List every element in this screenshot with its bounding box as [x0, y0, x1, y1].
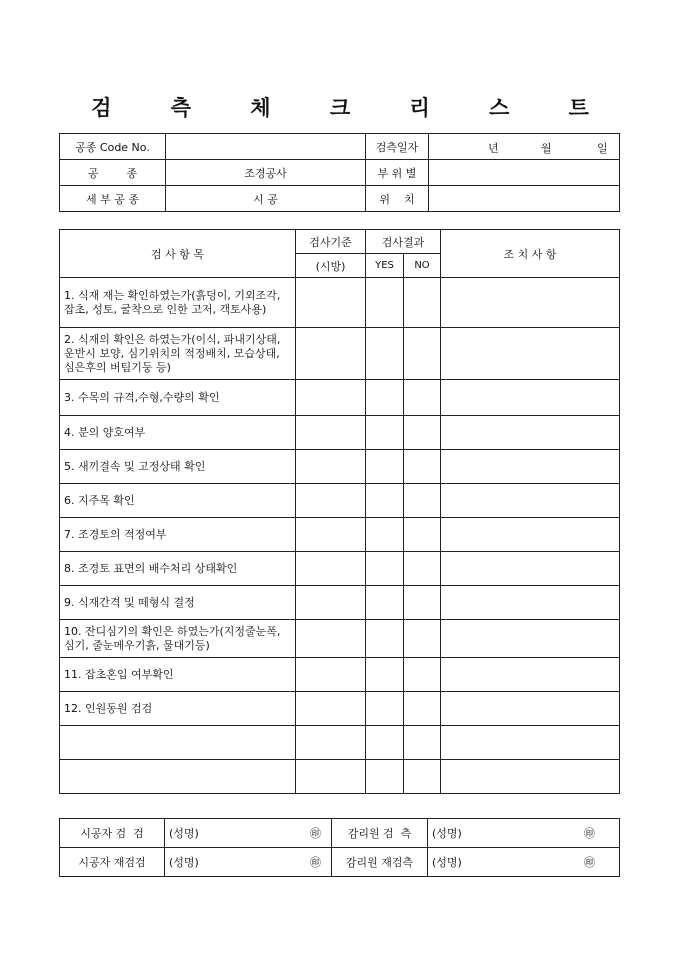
- part-label: 부 위 별: [366, 160, 429, 186]
- action-cell[interactable]: [441, 416, 620, 450]
- standard-cell[interactable]: [296, 380, 366, 416]
- seal-icon: ㊞: [584, 827, 595, 840]
- action-cell[interactable]: [441, 518, 620, 552]
- info-row-detail: [60, 186, 620, 212]
- checklist-table: [59, 229, 620, 794]
- part-value[interactable]: [429, 160, 620, 186]
- standard-cell[interactable]: [296, 484, 366, 518]
- year-label: 년: [488, 141, 499, 155]
- supervisor-name-label: (성명): [432, 856, 462, 869]
- standard-cell[interactable]: [296, 658, 366, 692]
- action-cell[interactable]: [441, 328, 620, 380]
- yes-cell[interactable]: [366, 450, 404, 484]
- yes-cell[interactable]: [366, 416, 404, 450]
- standard-cell[interactable]: [296, 416, 366, 450]
- signature-row-1: [60, 819, 620, 848]
- no-cell[interactable]: [404, 658, 441, 692]
- no-cell[interactable]: [404, 450, 441, 484]
- standard-cell[interactable]: [296, 692, 366, 726]
- info-table: [59, 133, 620, 212]
- signature-table: [59, 818, 620, 877]
- no-cell[interactable]: [404, 760, 441, 794]
- no-cell[interactable]: [404, 328, 441, 380]
- yes-cell[interactable]: [366, 328, 404, 380]
- detail-type-label: 세 부 공 종: [60, 186, 166, 212]
- supervisor-name-label: (성명): [432, 827, 462, 840]
- work-type-label: 공 종: [60, 160, 166, 186]
- yes-cell[interactable]: [366, 518, 404, 552]
- action-cell[interactable]: [441, 450, 620, 484]
- action-cell[interactable]: [441, 760, 620, 794]
- checklist-item-text: 2. 식재의 확인은 하였는가(이식, 파내기상태, 운반시 보양, 심기위치의 적정배치, 모습상태, 심은후의 버팀기둥 등): [60, 328, 296, 380]
- checklist-item-text: 1. 식재 재는 확인하였는가(흙덩이, 기외조각, 잡초, 성토, 굴착으로 인한 고저, 객토사용): [60, 278, 296, 328]
- action-cell[interactable]: [441, 726, 620, 760]
- action-cell[interactable]: [441, 692, 620, 726]
- standard-cell[interactable]: [296, 450, 366, 484]
- no-cell[interactable]: [404, 380, 441, 416]
- yes-cell[interactable]: [366, 484, 404, 518]
- contractor-name-label: (성명): [169, 856, 199, 869]
- yes-cell[interactable]: [366, 726, 404, 760]
- checklist-item-text: 11. 잡초혼입 여부확인: [60, 658, 296, 692]
- action-cell[interactable]: [441, 620, 620, 658]
- contractor-reinspect-label: 시공자 재검검: [60, 848, 165, 877]
- location-label: 위 치: [366, 186, 429, 212]
- no-cell[interactable]: [404, 278, 441, 328]
- contractor-inspect-label: 시공자 검 검: [60, 819, 165, 848]
- yes-cell[interactable]: [366, 620, 404, 658]
- yes-cell[interactable]: [366, 760, 404, 794]
- info-row-work-type: [60, 160, 620, 186]
- yes-cell[interactable]: [366, 380, 404, 416]
- checklist-row: [60, 620, 620, 658]
- supervisor-reinspect-signature[interactable]: [428, 848, 620, 877]
- checklist-item-text: 5. 새끼결속 및 고정상태 확인: [60, 450, 296, 484]
- day-label: 일: [597, 141, 608, 155]
- checklist-item-text: [60, 726, 296, 760]
- checklist-row: [60, 328, 620, 380]
- no-cell[interactable]: [404, 586, 441, 620]
- checklist-item-text: 9. 식재간격 및 떼형식 결정: [60, 586, 296, 620]
- no-cell[interactable]: [404, 620, 441, 658]
- header-standard: 검사기준: [296, 230, 366, 254]
- checklist-row: [60, 416, 620, 450]
- no-cell[interactable]: [404, 484, 441, 518]
- header-item: 검 사 항 목: [60, 230, 296, 278]
- action-cell[interactable]: [441, 380, 620, 416]
- checklist-row: [60, 692, 620, 726]
- yes-cell[interactable]: [366, 692, 404, 726]
- standard-cell[interactable]: [296, 760, 366, 794]
- info-row-code: [60, 134, 620, 160]
- seal-icon: ㊞: [310, 827, 321, 840]
- signature-row-2: [60, 848, 620, 877]
- checklist-header-row: [60, 230, 620, 254]
- code-label: 공종 Code No.: [60, 134, 166, 160]
- standard-cell[interactable]: [296, 552, 366, 586]
- header-result: 검사결과: [366, 230, 441, 254]
- code-value[interactable]: [166, 134, 366, 160]
- location-value[interactable]: [429, 186, 620, 212]
- action-cell[interactable]: [441, 278, 620, 328]
- document-title: 검 측 체 크 리 스 트: [91, 95, 615, 120]
- checklist-item-text: 6. 지주목 확인: [60, 484, 296, 518]
- header-standard-sub: (시방): [296, 254, 366, 278]
- detail-type-value[interactable]: 시 공: [166, 186, 366, 212]
- checklist-row: [60, 552, 620, 586]
- standard-cell[interactable]: [296, 278, 366, 328]
- contractor-name-label: (성명): [169, 827, 199, 840]
- no-cell[interactable]: [404, 518, 441, 552]
- standard-cell[interactable]: [296, 620, 366, 658]
- date-label: 검측일자: [366, 134, 429, 160]
- work-type-value[interactable]: 조경공사: [166, 160, 366, 186]
- checklist-row: [60, 450, 620, 484]
- action-cell[interactable]: [441, 658, 620, 692]
- header-yes: YES: [366, 254, 404, 278]
- checklist-row: [60, 726, 620, 760]
- standard-cell[interactable]: [296, 328, 366, 380]
- seal-icon: ㊞: [584, 856, 595, 869]
- yes-cell[interactable]: [366, 658, 404, 692]
- standard-cell[interactable]: [296, 586, 366, 620]
- supervisor-inspect-label: 감리원 검 측: [332, 819, 428, 848]
- contractor-inspect-signature[interactable]: [165, 819, 332, 848]
- checklist-row: [60, 278, 620, 328]
- checklist-row: [60, 380, 620, 416]
- header-no: NO: [404, 254, 441, 278]
- date-value[interactable]: [429, 134, 620, 160]
- action-cell[interactable]: [441, 484, 620, 518]
- no-cell[interactable]: [404, 726, 441, 760]
- checklist-row: [60, 484, 620, 518]
- action-cell[interactable]: [441, 586, 620, 620]
- month-label: 월: [541, 141, 552, 155]
- checklist-item-text: 3. 수목의 규격,수형,수량의 확인: [60, 380, 296, 416]
- checklist-item-text: 12. 인원동원 검검: [60, 692, 296, 726]
- seal-icon: ㊞: [310, 856, 321, 869]
- action-cell[interactable]: [441, 552, 620, 586]
- no-cell[interactable]: [404, 416, 441, 450]
- checklist-row: [60, 760, 620, 794]
- no-cell[interactable]: [404, 692, 441, 726]
- checklist-item-text: 10. 잔디심기의 확인은 하였는가(지정줄눈폭, 심기, 줄눈메우기흙, 물대기등): [60, 620, 296, 658]
- checklist-item-text: 4. 분의 양호여부: [60, 416, 296, 450]
- yes-cell[interactable]: [366, 278, 404, 328]
- checklist-item-text: [60, 760, 296, 794]
- header-action: 조 치 사 항: [441, 230, 620, 278]
- checklist-item-text: 7. 조경토의 적정여부: [60, 518, 296, 552]
- supervisor-reinspect-label: 감리원 재검측: [332, 848, 428, 877]
- checklist-row: [60, 586, 620, 620]
- standard-cell[interactable]: [296, 726, 366, 760]
- checklist-row: [60, 658, 620, 692]
- contractor-reinspect-signature[interactable]: [165, 848, 332, 877]
- checklist-row: [60, 518, 620, 552]
- standard-cell[interactable]: [296, 518, 366, 552]
- checklist-item-text: 8. 조경토 표면의 배수처리 상태확인: [60, 552, 296, 586]
- supervisor-inspect-signature[interactable]: [428, 819, 620, 848]
- yes-cell[interactable]: [366, 552, 404, 586]
- no-cell[interactable]: [404, 552, 441, 586]
- yes-cell[interactable]: [366, 586, 404, 620]
